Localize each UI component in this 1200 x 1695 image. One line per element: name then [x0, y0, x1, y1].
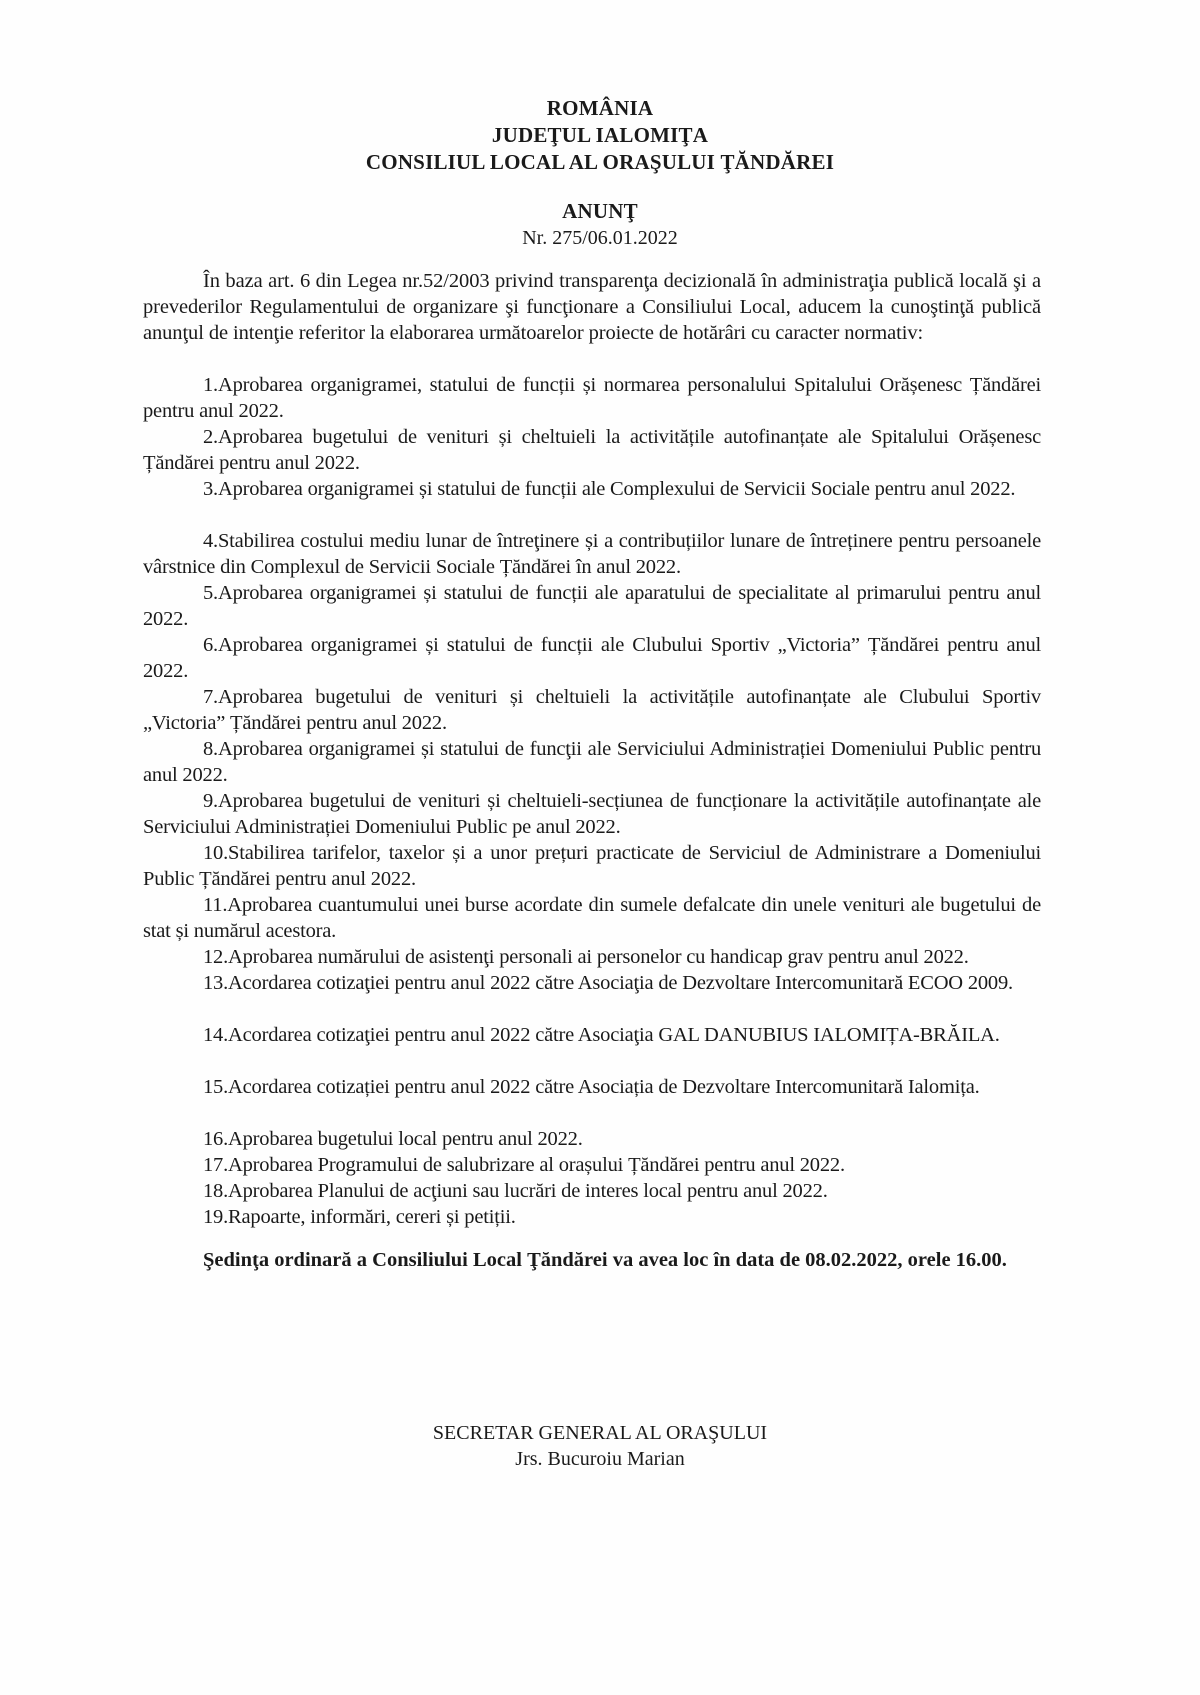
list-item: 14.Acordarea cotizaţiei pentru anul 2022 către Asociaţia GAL DANUBIUS IALOMIȚA-BRĂILA. — [203, 1024, 1000, 1046]
list-item: 15.Acordarea cotizației pentru anul 2022 către Asociația de Dezvoltare Intercomunitară Ialomița. — [203, 1076, 980, 1098]
list-item: 9.Aprobarea bugetului de venituri și cheltuieli-secțiunea de funcționare la activitățile autofinanțate ale Serviciului Administrației Domeniului Public pe anul 2022. — [143, 790, 1041, 838]
list-item: 12.Aprobarea numărului de asistenţi personali ai personelor cu handicap grav pentru anul 2022. — [203, 946, 969, 968]
list-item: 11.Aprobarea cuantumului unei burse acordate din sumele defalcate din unele venituri ale bugetului de stat și numărul acestora. — [143, 894, 1041, 942]
signature-title: SECRETAR GENERAL AL ORAŞULUI — [432, 1422, 768, 1444]
list-item: 1.Aprobarea organigramei, statului de funcții și normarea personalului Spitalului Orășenesc Țăndărei pentru anul 2022. — [143, 374, 1041, 422]
header-council: CONSILIUL LOCAL AL ORAŞULUI ŢĂNDĂREI — [365, 150, 835, 174]
announcement-number: Nr. 275/06.01.2022 — [522, 227, 678, 249]
list-item: 5.Aprobarea organigramei și statului de funcții ale aparatului de specialitate al primarului pentru anul 2022. — [143, 582, 1041, 630]
list-item: 7.Aprobarea bugetului de venituri și cheltuieli la activitățile autofinanțate ale Clubului Sportiv „Victoria” Țăndărei pentru anul 2022. — [143, 686, 1041, 734]
list-item: 17.Aprobarea Programului de salubrizare al orașului Țăndărei pentru anul 2022. — [203, 1154, 845, 1176]
signature-name: Jrs. Bucuroiu Marian — [515, 1448, 685, 1470]
list-item: 6.Aprobarea organigramei și statului de funcții ale Clubului Sportiv „Victoria” Țăndărei pentru anul 2022. — [143, 634, 1041, 682]
list-item: 4.Stabilirea costului mediu lunar de întreţinere și a contribuțiilor lunare de întreținere pentru persoanele vârstnice din Complexul de Servicii Sociale Țăndărei în anul 2022. — [143, 530, 1041, 578]
list-item: 3.Aprobarea organigramei și statului de funcții ale Complexului de Servicii Sociale pentru anul 2022. — [203, 478, 1016, 500]
list-item: 13.Acordarea cotizaţiei pentru anul 2022 către Asociaţia de Dezvoltare Intercomunitară ECOO 2009. — [203, 972, 1013, 994]
list-item: 2.Aprobarea bugetului de venituri și cheltuieli la activitățile autofinanțate ale Spitalului Orășenesc Țăndărei pentru anul 2022. — [143, 426, 1041, 474]
intro-paragraph: În baza art. 6 din Legea nr.52/2003 privind transparenţa decizională în administraţia publică locală şi a prevederilor Regulamentului de organizare şi funcţionare a Consiliului Local, aducem la cunoştinţă publică anunţul de intenţie referitor la elaborarea următoarelor proiecte de hotărâri cu caracter normativ: — [143, 270, 1041, 344]
meeting-notice: Şedinţa ordinară a Consiliului Local Ţăndărei va avea loc în data de 08.02.2022, orele 16.00. — [203, 1249, 1007, 1271]
list-item: 10.Stabilirea tarifelor, taxelor și a unor prețuri practicate de Serviciul de Administrare a Domeniului Public Țăndărei pentru anul 2022. — [143, 842, 1041, 890]
list-item: 8.Aprobarea organigramei și statului de funcţii ale Serviciului Administrației Domeniului Public pentru anul 2022. — [143, 738, 1041, 786]
list-item: 19.Rapoarte, informări, cereri și petiții. — [203, 1206, 516, 1228]
list-item: 16.Aprobarea bugetului local pentru anul 2022. — [203, 1128, 583, 1150]
list-item: 18.Aprobarea Planului de acţiuni sau lucrări de interes local pentru anul 2022. — [203, 1180, 828, 1202]
header-county: JUDEŢUL IALOMIŢA — [491, 123, 709, 147]
header-country: ROMÂNIA — [546, 96, 654, 120]
announcement-title: ANUNŢ — [562, 199, 638, 223]
